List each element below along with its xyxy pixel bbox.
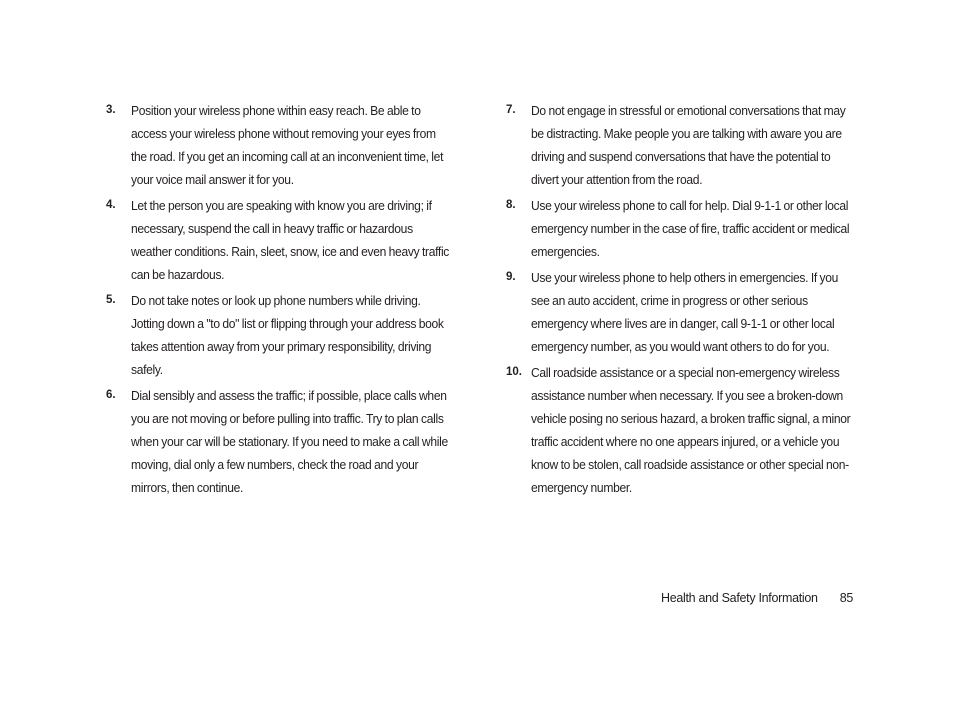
item-text: Use your wireless phone to call for help. Dial 9-1-1 or other local emergency number in the case of fire, traffic accident or medical emergencies. bbox=[531, 198, 850, 259]
item-number: 7. bbox=[506, 104, 516, 116]
item-number: 10. bbox=[506, 366, 522, 378]
list-item bbox=[106, 194, 458, 286]
list-item bbox=[506, 361, 858, 499]
page-number: 85 bbox=[839, 591, 853, 605]
item-text: Let the person you are speaking with know you are driving; if necessary, suspend the call in heavy traffic or hazardous weather conditions. Rain, sleet, snow, ice and even heavy traffic can be hazardous. bbox=[131, 198, 450, 282]
left-column bbox=[106, 99, 458, 502]
item-number: 4. bbox=[106, 199, 116, 211]
list-item bbox=[106, 384, 458, 499]
list-item bbox=[506, 266, 858, 358]
item-text: Call roadside assistance or a special non-emergency wireless assistance number when necessary. If you see a broken-down vehicle posing no serious hazard, a broken traffic signal, a minor traffic accident where no one appears injured, or a vehicle you know to be stolen, call roadside assistance or other special non-emergency number. bbox=[531, 365, 851, 495]
list-item bbox=[106, 289, 458, 381]
list-item bbox=[506, 194, 858, 263]
item-number: 9. bbox=[506, 271, 516, 283]
item-text: Do not engage in stressful or emotional conversations that may be distracting. Make people you are talking with aware you are driving and suspend conversations that have the potential to divert your attention from the road. bbox=[531, 103, 846, 187]
list-item bbox=[106, 99, 458, 191]
item-number: 5. bbox=[106, 294, 116, 306]
footer-section-title: Health and Safety Information bbox=[661, 591, 818, 605]
item-number: 8. bbox=[506, 199, 516, 211]
item-number: 6. bbox=[106, 389, 116, 401]
item-text: Dial sensibly and assess the traffic; if possible, place calls when you are not moving or before pulling into traffic. Try to plan calls when your car will be stationary. If you need to make a call while moving, dial only a few numbers, check the road and your mirrors, then continue. bbox=[131, 388, 448, 495]
item-text: Use your wireless phone to help others in emergencies. If you see an auto accident, crime in progress or other serious emergency where lives are in danger, call 9-1-1 or other local emergency number, as you would want others to do for you. bbox=[531, 270, 839, 354]
item-text: Position your wireless phone within easy reach. Be able to access your wireless phone without removing your eyes from the road. If you get an incoming call at an inconvenient time, let your voice mail answer it for you. bbox=[131, 103, 444, 187]
page-footer bbox=[661, 589, 853, 607]
item-number: 3. bbox=[106, 104, 116, 116]
item-text: Do not take notes or look up phone numbers while driving. Jotting down a "to do" list or flipping through your address book takes attention away from your primary responsibility, driving safely. bbox=[131, 293, 444, 377]
right-column bbox=[506, 99, 858, 502]
list-item bbox=[506, 99, 858, 191]
